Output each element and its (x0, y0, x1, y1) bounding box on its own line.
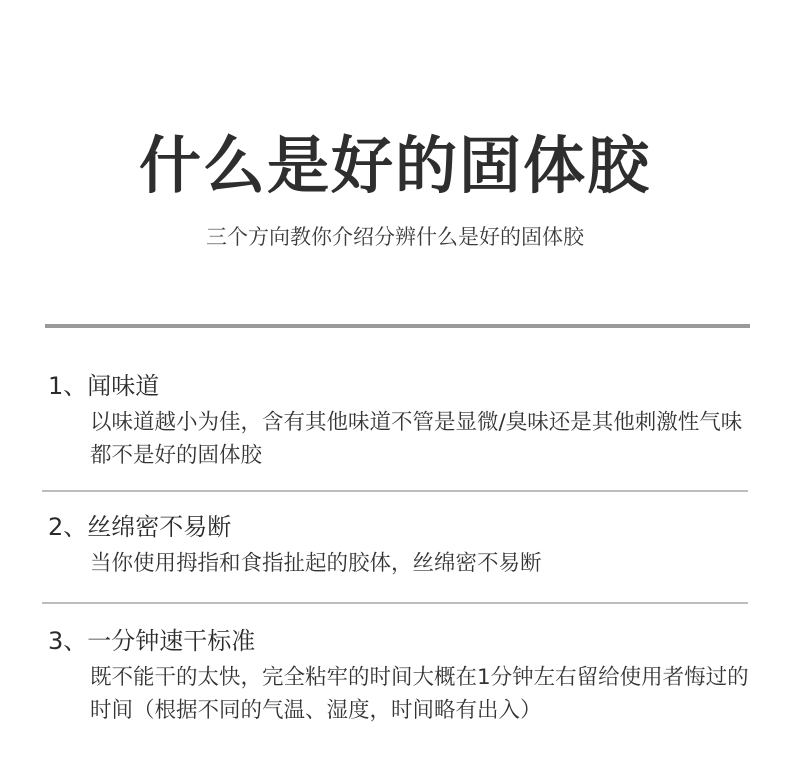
tip-body: 既不能干的太快，完全粘牢的时间大概在1分钟左右留给使用者悔过的时间（根据不同的气温、湿度，时间略有出入） (90, 665, 749, 723)
section-divider (42, 602, 748, 604)
header-divider (45, 324, 750, 328)
tip-body: 以味道越小为佳，含有其他味道不管是显微/臭味还是其他刺激性气味都不是好的固体胶 (90, 410, 743, 468)
tip-body: 当你使用拇指和食指扯起的胶体，丝绵密不易断 (90, 551, 542, 576)
tip-item-3 (48, 625, 758, 727)
section-divider (42, 490, 748, 492)
tip-item-1 (48, 370, 758, 472)
tip-item-2 (48, 511, 758, 580)
tip-heading: 1、闻味道 (48, 372, 160, 400)
page-subtitle: 三个方向教你介绍分辨什么是好的固体胶 (206, 225, 584, 249)
tip-heading: 2、丝绵密不易断 (48, 513, 232, 541)
tip-heading: 3、一分钟速干标准 (48, 627, 256, 655)
page-title: 什么是好的固体胶 (138, 129, 651, 202)
